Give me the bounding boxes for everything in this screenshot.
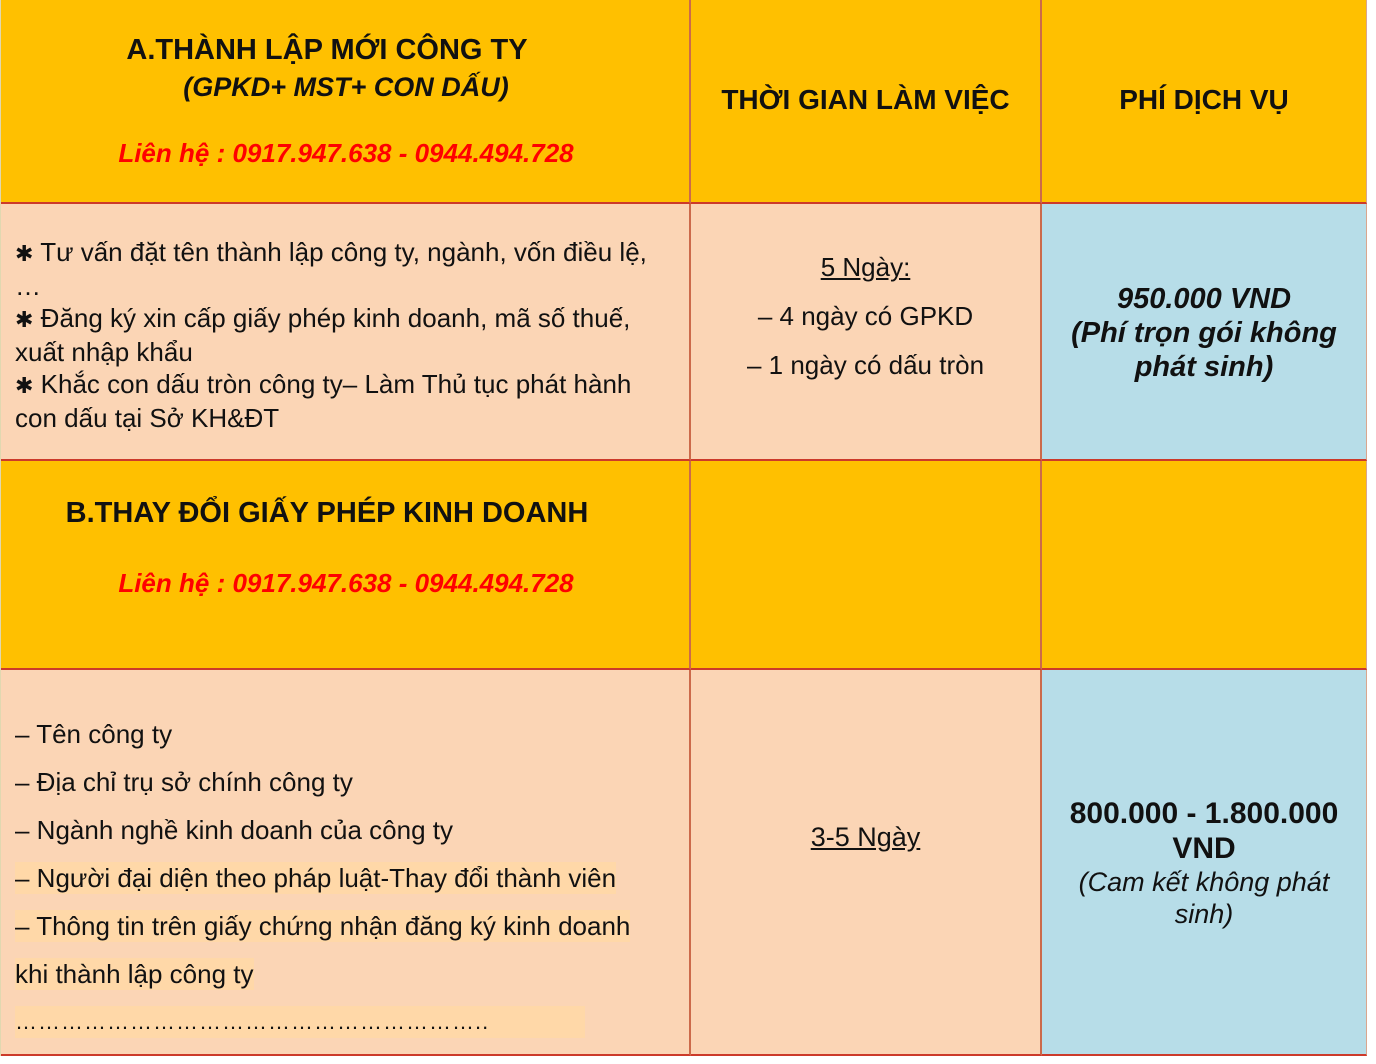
change-item: – Thông tin trên giấy chứng nhận đăng ký kinh doanh — [15, 911, 631, 941]
section-a-subtitle: (GPKD+ MST+ CON DẤU) — [183, 72, 509, 102]
section-a-time-title: 5 Ngày: — [820, 252, 911, 282]
asterisk-bullet-icon: ✱ — [15, 241, 34, 266]
section-b-title: B.THAY ĐỔI GIẤY PHÉP KINH DOANH — [65, 497, 589, 529]
section-b-fee-amount: 800.000 - 1.800.000 VND — [1069, 797, 1339, 865]
section-b-contact: Liên hệ : 0917.947.638 - 0944.494.728 — [118, 568, 574, 598]
section-a-services-list — [15, 236, 680, 434]
section-b-time-header — [691, 461, 1042, 670]
section-a-fee-note: (Phí trọn gói không phát sinh) — [1071, 317, 1337, 383]
change-item: khi thành lập công ty — [15, 959, 254, 989]
section-b-fee-header — [1042, 461, 1367, 670]
change-item: – Tên công ty — [15, 719, 173, 749]
change-item: – Địa chỉ trụ sở chính công ty — [15, 767, 353, 797]
section-a-fee — [1042, 282, 1366, 384]
section-b-time-cell — [691, 670, 1042, 1056]
service-item: ✱ Khắc con dấu tròn công ty– Làm Thủ tục phát hành con dấu tại Sở KH&ĐT — [15, 369, 632, 433]
change-item: – Ngành nghề kinh doanh của công ty — [15, 815, 454, 845]
asterisk-bullet-icon: ✱ — [15, 307, 34, 332]
change-item: – Người đại diện theo pháp luật-Thay đổi thành viên — [15, 863, 617, 893]
section-a-fee-amount: 950.000 VND — [1116, 283, 1292, 315]
section-a-time-cell — [691, 204, 1042, 461]
service-item: ✱ Tư vấn đặt tên thành lập công ty, ngành, vốn điều lệ, … — [15, 237, 647, 301]
section-a-title: A.THÀNH LẬP MỚI CÔNG TY — [126, 34, 528, 66]
dots-filler: …………………………………………………….. — [15, 1006, 585, 1038]
section-b-fee-note: (Cam kết không phát sinh) — [1078, 867, 1330, 929]
time-column-title: THỜI GIAN LÀM VIỆC — [721, 84, 1010, 115]
section-b-time: 3-5 Ngày — [810, 822, 921, 852]
service-item: ✱ Đăng ký xin cấp giấy phép kinh doanh, mã số thuế, xuất nhập khẩu — [15, 303, 631, 367]
section-a-contact: Liên hệ : 0917.947.638 - 0944.494.728 — [118, 138, 574, 168]
section-a-time-line: – 4 ngày có GPKD — [757, 301, 974, 331]
section-a-time-line: – 1 ngày có dấu tròn — [746, 350, 985, 380]
fee-column-title: PHÍ DỊCH VỤ — [1119, 84, 1289, 115]
section-b-header — [1, 461, 691, 670]
asterisk-bullet-icon: ✱ — [15, 373, 34, 398]
